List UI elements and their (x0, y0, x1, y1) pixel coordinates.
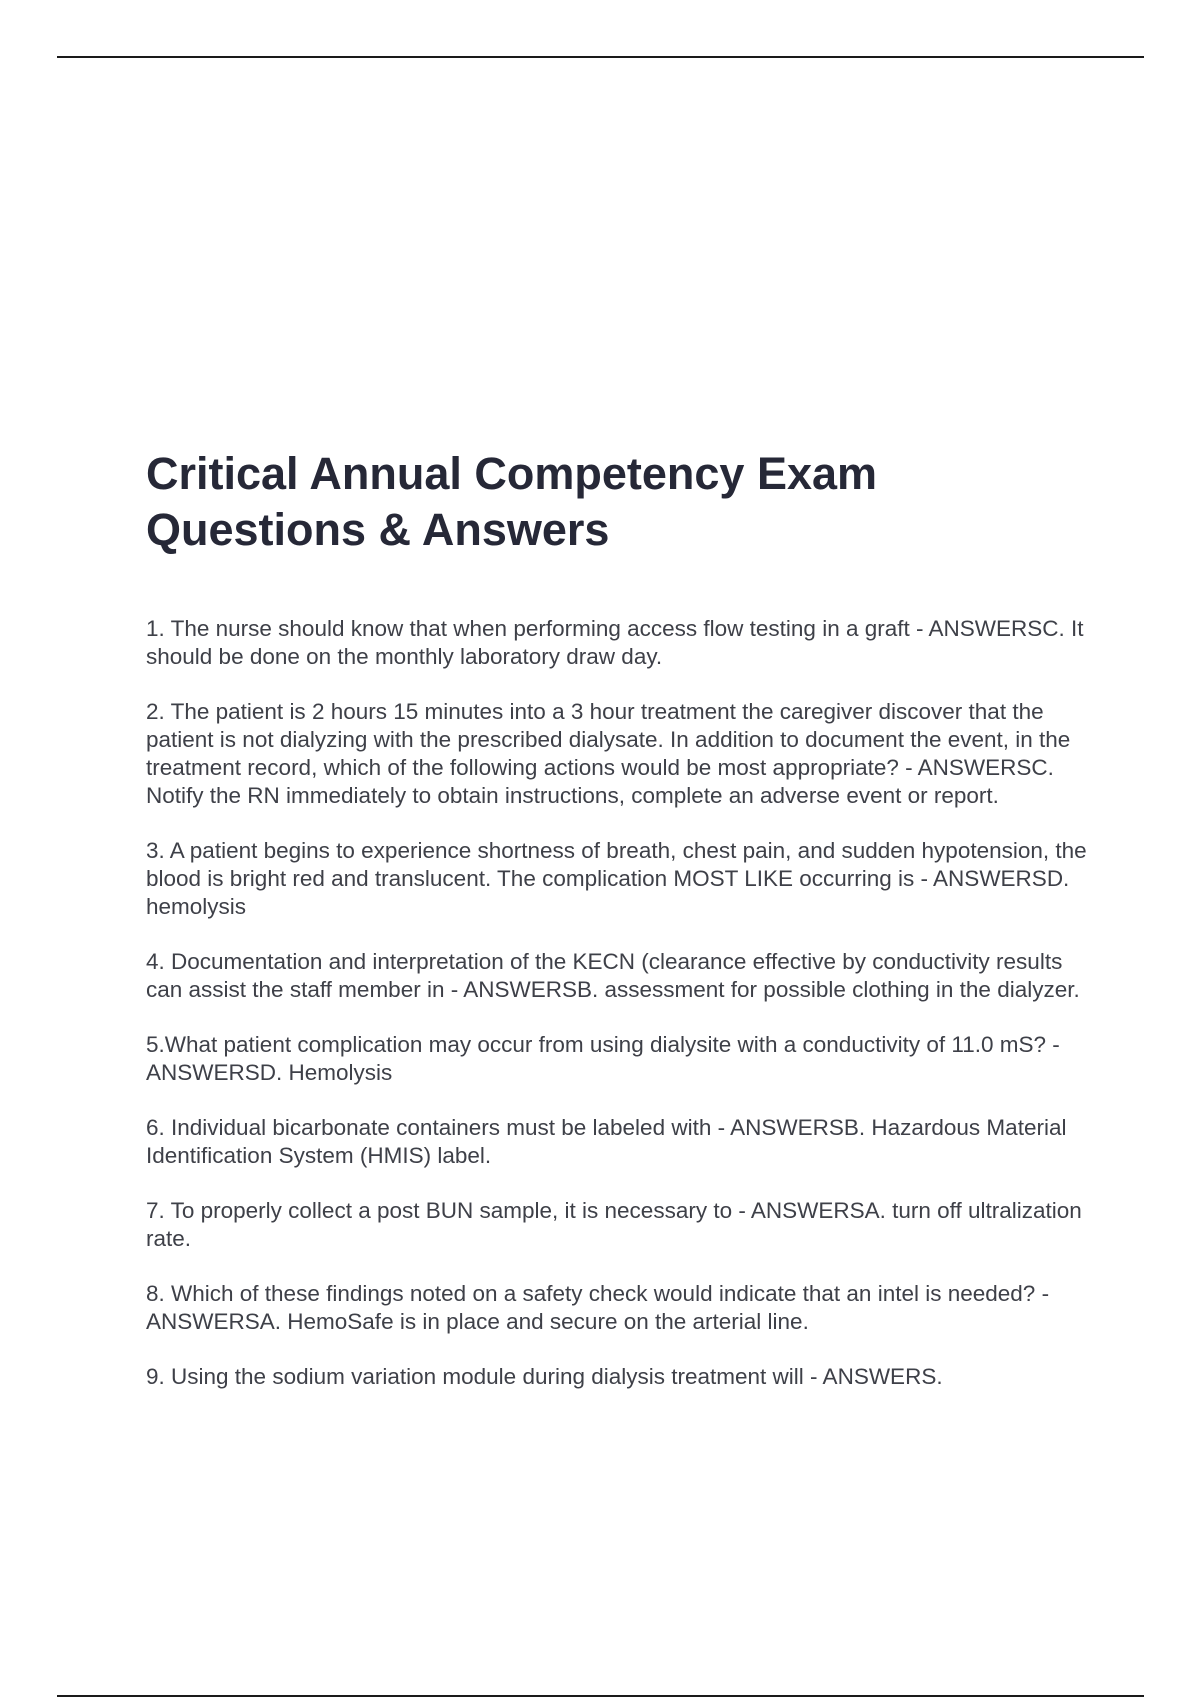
question-item-2: 2. The patient is 2 hours 15 minutes into a 3 hour treatment the caregiver discover that the patient is not dialyzing with the prescribed dialysate. In addition to document the event, in the treatment record, which of the following actions would be most appropriate? - ANSWERSC. Notify the RN immediately to obtain instructions, complete an adverse event or report. (146, 699, 1071, 808)
question-item-8: 8. Which of these findings noted on a safety check would indicate that an intel is needed? - ANSWERSA. HemoSafe is in place and secure on the arterial line. (146, 1281, 1050, 1334)
bottom-rule (57, 1695, 1144, 1697)
question-item-6: 6. Individual bicarbonate containers must be labeled with - ANSWERSB. Hazardous Material Identification System (HMIS) label. (146, 1115, 1067, 1168)
document-title (146, 446, 1091, 558)
question-item-7: 7. To properly collect a post BUN sample, it is necessary to - ANSWERSA. turn off ultralization rate. (146, 1198, 1082, 1251)
question-item-9: 9. Using the sodium variation module during dialysis treatment will - ANSWERS. (146, 1364, 943, 1389)
question-item-4: 4. Documentation and interpretation of the KECN (clearance effective by conductivity results can assist the staff member in - ANSWERSB. assessment for possible clothing in the dialyzer. (146, 949, 1080, 1002)
question-item-1: 1. The nurse should know that when performing access flow testing in a graft - ANSWERSC. It should be done on the monthly laboratory draw day. (146, 616, 1084, 669)
question-item-5: 5.What patient complication may occur from using dialysite with a conductivity of 11.0 mS? - ANSWERSD. Hemolysis (146, 1032, 1060, 1085)
question-list (146, 615, 1091, 1391)
document-body (146, 446, 1091, 1418)
top-rule (57, 56, 1144, 58)
question-item-3: 3. A patient begins to experience shortness of breath, chest pain, and sudden hypotension, the blood is bright red and translucent. The complication MOST LIKE occurring is - ANSWERSD. hemolysis (146, 838, 1087, 919)
title-line-2: Questions & Answers (146, 504, 610, 555)
title-line-1: Critical Annual Competency Exam (146, 448, 878, 499)
